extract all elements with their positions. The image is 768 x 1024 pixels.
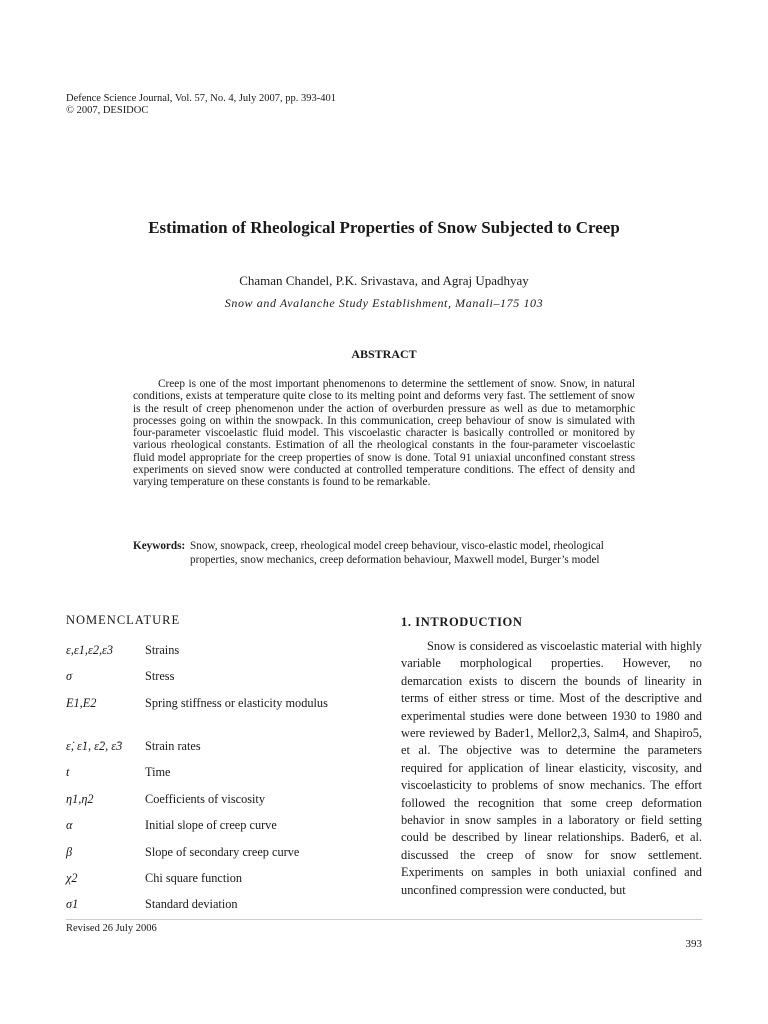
nomenclature-symbol: β [66, 845, 73, 859]
keywords-text: Snow, snowpack, creep, rheological model creep behaviour, visco-elastic model, rheological properties, snow mechanics, creep deformation behaviour, Maxwell model, Burger’s model [190, 540, 604, 566]
nomenclature-symbol: ε̇, ε̇1, ε̇2, ε̇3 [66, 739, 123, 753]
introduction-heading: 1. INTRODUCTION [401, 615, 523, 629]
nomenclature-symbol: σ [66, 669, 73, 683]
abstract-text: Creep is one of the most important phenomenons to determine the settlement of snow. Snow, in natural conditions, exists at temperature quite close to its melting point and deforms very fast. The settlement of snow is the result of creep phenomenon under the action of overburden pressure as well as due to metamorphic processes going on within the snowpack. In this communication, creep behaviour of snow is simulated with four-parameter viscoelastic fluid model. This viscoelastic character is basically controlled or monitored by various rheological constants. Estimation of all the rheological constants in the four-parameter viscoelastic fluid model appropriate for the creep properties of snow is done. Total 91 uniaxial unconfined constant stress experiments on sieved snow were conducted at controlled temperature conditions. The effect of density and varying temperature on these constants is found to be remarkable. [133, 378, 635, 489]
paper-title: Estimation of Rheological Properties of Snow Subjected to Creep [148, 218, 620, 237]
nomenclature-definition: Standard deviation [145, 897, 238, 911]
nomenclature-definition: Slope of secondary creep curve [145, 845, 300, 859]
nomenclature-symbol: σ1 [66, 897, 79, 911]
page-number: 393 [685, 938, 702, 950]
journal-line: Defence Science Journal, Vol. 57, No. 4, July 2007, pp. 393-401 [66, 93, 336, 104]
nomenclature-symbol: α [66, 818, 73, 832]
introduction-text: Snow is considered as viscoelastic material with highly variable morphological properties. However, no demarcation exists to discern the bounds of linearity in terms of either stress or time. Most of the descriptive and experimental studies were done between 1930 to 1980 and were reviewed by Bader1, Mellor2,3, Salm4, and Shapiro5, et al. The objective was to determine the parameters required for application of linear elasticity, viscosity, and viscoelasticity to problems of snow mechanics. The effort followed the recognition that some creep deformation behavior in snow samples in a laboratory or field setting could be described by linear relationships. Bader6, et al. discussed the creep of snow for snow settlement. Experiments on samples in both uniaxial confined and unconfined compression were conducted, but [401, 639, 702, 897]
nomenclature-symbol: t [66, 765, 70, 779]
nomenclature-definition: Initial slope of creep curve [145, 818, 277, 832]
nomenclature-symbol: E1,E2 [66, 696, 97, 710]
keywords-label: Keywords: [133, 540, 186, 552]
nomenclature-symbol: ε,ε1,ε2,ε3 [66, 643, 114, 657]
nomenclature-definition: Time [145, 765, 171, 779]
keywords [133, 540, 635, 567]
affiliation: Snow and Avalanche Study Establishment, Manali–175 103 [224, 296, 544, 310]
nomenclature-definition: Spring stiffness or elasticity modulus [145, 696, 328, 710]
nomenclature-definition: Coefficients of viscosity [145, 792, 265, 806]
nomenclature-definition: Stress [145, 669, 175, 683]
nomenclature-symbol: η1,η2 [66, 792, 94, 806]
nomenclature-definition: Strain rates [145, 739, 201, 753]
nomenclature-heading: NOMENCLATURE [66, 613, 181, 627]
abstract-heading: ABSTRACT [351, 347, 417, 361]
footer-divider [66, 919, 702, 920]
journal-citation [66, 93, 336, 117]
nomenclature-definition: Chi square function [145, 871, 242, 885]
revision-date: Revised 26 July 2006 [66, 923, 157, 934]
nomenclature-definition: Strains [145, 643, 180, 657]
author-list: Chaman Chandel, P.K. Srivastava, and Agraj Upadhyay [239, 273, 529, 288]
copyright-line: © 2007, DESIDOC [66, 105, 149, 116]
nomenclature-symbol: χ2 [66, 871, 78, 885]
